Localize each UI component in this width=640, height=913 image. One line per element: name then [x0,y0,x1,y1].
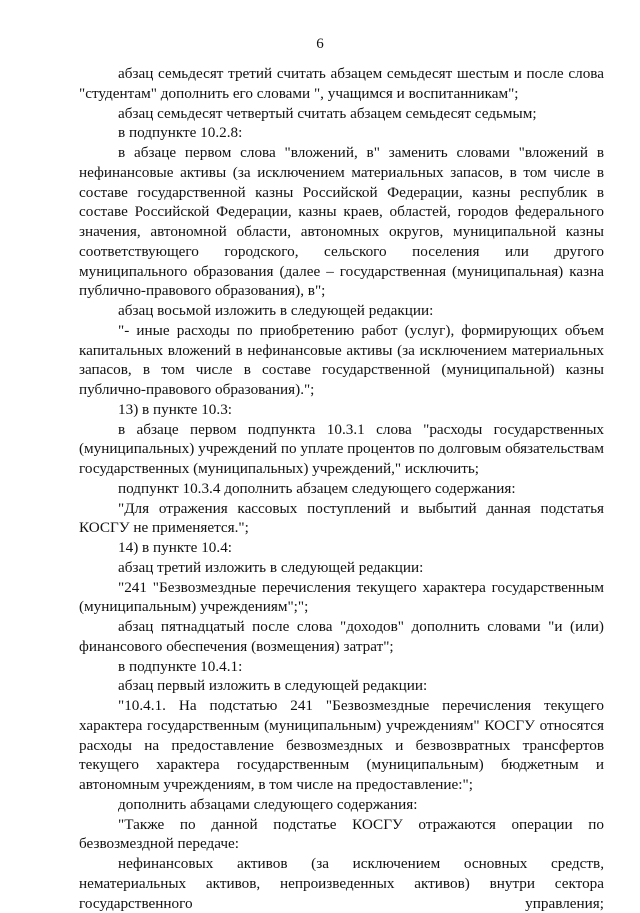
paragraph: "- иные расходы по приобретению работ (услуг), формирующих объем капитальных вложений в нефинансовые активы (за исключением материальных запасов, в том числе в составе государственной (муниципальной) казны публично-правового образования)."; [79,321,604,398]
paragraph: 14) в пункте 10.4: [118,539,233,556]
paragraph: "Для отражения кассовых поступлений и выбытий данная подстатья КОСГУ не применяется."; [79,499,604,537]
paragraph: дополнить абзацами следующего содержания: [118,795,418,813]
paragraph: подпункт 10.3.4 дополнить абзацем следующего содержания: [118,479,516,497]
page-number: 6 [316,36,324,52]
paragraph: "10.4.1. На подстатью 241 "Безвозмездные перечисления текущего характера государственным (муниципальным) учреждениям" КОСГУ относятся расходы на предоставление безвозмездных и безвозвратных трансфертов текущего характера государственным (муниципальным) бюджетным и автономным учреждениям, в том числе на предоставление:"; [79,697,604,793]
paragraph: абзац семьдесят четвертый считать абзацем семьдесят седьмым; [118,104,537,122]
paragraph: в абзаце первом слова "вложений, в" заменить словами "вложений в нефинансовые активы (за исключением материальных запасов, в том числе в составе государственной казны Российской Федерации, казны республик в составе Российской Федерации, казны краев, областей, городов федерального значения, автономной области, автономных округов, муниципальной казны соответствующего городского, сельского поселения или другого муниципального образования (далее – государственная (муниципальная) казна публично-правового образования), в"; [79,144,604,300]
paragraph: абзац восьмой изложить в следующей редакции: [118,302,434,319]
paragraph: в подпункте 10.4.1: [118,657,243,675]
paragraph: абзац третий изложить в следующей редакции: [118,558,424,576]
paragraph: в абзаце первом подпункта 10.3.1 слова "расходы государственных (муниципальных) учреждений по уплате процентов по долговым обязательствам государственных (муниципальных) учреждений," исключить; [79,420,604,477]
paragraph: абзац семьдесят третий считать абзацем семьдесят шестым и после слова "студентам" дополнить его словами ", учащимся и воспитанникам"; [79,65,604,102]
document-body [79,64,604,913]
paragraph: нефинансовых активов (за исключением основных средств, нематериальных активов, непроизведенных активов) внутри сектора государственного управления; [79,855,604,912]
paragraph: абзац пятнадцатый после слова "доходов" дополнить словами "и (или) финансового обеспечения (возмещения) затрат"; [79,618,604,655]
paragraph: в подпункте 10.2.8: [118,124,243,142]
paragraph: "Также по данной подстатье КОСГУ отражаются операции по безвозмездной передаче: [79,815,604,853]
paragraph: абзац первый изложить в следующей редакции: [118,677,428,695]
paragraph: "241 "Безвозмездные перечисления текущего характера государственным (муниципальным) учреждениям";"; [79,578,604,616]
paragraph: 13) в пункте 10.3: [118,400,233,418]
